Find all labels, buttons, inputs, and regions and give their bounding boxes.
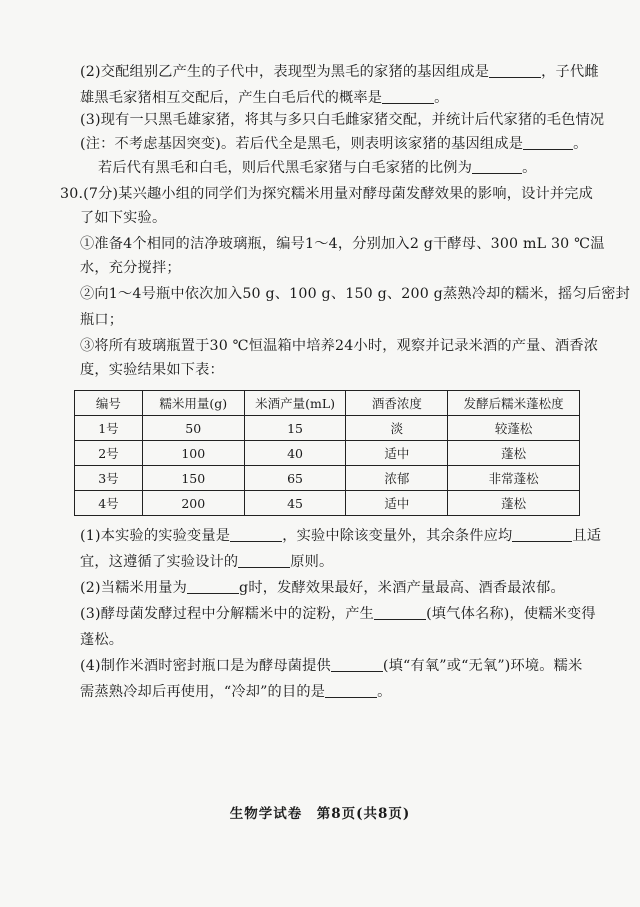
table-cell: 2号 bbox=[75, 441, 143, 466]
answer-blank[interactable] bbox=[230, 527, 282, 542]
table-row bbox=[75, 466, 580, 491]
q3-line-3: 若后代有黑毛和白毛，则后代黑毛家猪与白毛家猪的比例为 。 bbox=[98, 160, 537, 176]
answer-blank[interactable] bbox=[382, 89, 434, 104]
table-cell: 较蓬松 bbox=[448, 416, 580, 441]
table-cell: 适中 bbox=[346, 441, 448, 466]
step2-line-1: ②向1～4号瓶中依次加入50 g、100 g、150 g、200 g蒸熟冷却的糯米，摇匀后密封 bbox=[80, 286, 630, 302]
table-cell: 3号 bbox=[75, 466, 143, 491]
answer-blank[interactable] bbox=[489, 63, 541, 78]
table-cell: 4号 bbox=[75, 491, 143, 516]
table-cell: 40 bbox=[244, 441, 346, 466]
table-header-row bbox=[75, 391, 580, 416]
table-header-cell: 发酵后糯米蓬松度 bbox=[448, 391, 580, 416]
table-cell: 45 bbox=[244, 491, 346, 516]
q3-line-2: (注：不考虑基因突变)。若后代全是黑毛，则表明该家猪的基因组成是 。 bbox=[80, 136, 588, 152]
table-cell: 100 bbox=[142, 441, 244, 466]
answer-blank[interactable] bbox=[238, 553, 290, 568]
table-row bbox=[75, 416, 580, 441]
table-row bbox=[75, 491, 580, 516]
sub1-line-2: 宜，这遵循了实验设计的 原则。 bbox=[80, 554, 334, 570]
table-cell: 1号 bbox=[75, 416, 143, 441]
sub4-line-1: (4)制作米酒时密封瓶口是为酵母菌提供 (填“有氧”或“无氧”)环境。糯米 bbox=[80, 658, 583, 674]
table-cell: 150 bbox=[142, 466, 244, 491]
q2-line-1: (2)交配组别乙产生的子代中，表现型为黑毛的家猪的基因组成是 ，子代雌 bbox=[80, 64, 599, 80]
answer-blank[interactable] bbox=[374, 605, 426, 620]
table-cell: 浓郁 bbox=[346, 466, 448, 491]
q30-line-2: 了如下实验。 bbox=[80, 210, 167, 226]
sub2-line-1: (2)当糯米用量为 g时，发酵效果最好，米酒产量最高、酒香最浓郁。 bbox=[80, 580, 565, 596]
step3-line-1: ③将所有玻璃瓶置于30 ℃恒温箱中培养24小时，观察并记录米酒的产量、酒香浓 bbox=[80, 338, 599, 354]
q3-line-1: (3)现有一只黑毛雄家猪，将其与多只白毛雌家猪交配，并统计后代家猪的毛色情况 bbox=[80, 112, 605, 128]
table-cell: 200 bbox=[142, 491, 244, 516]
table-cell: 蓬松 bbox=[448, 491, 580, 516]
table-header-cell: 酒香浓度 bbox=[346, 391, 448, 416]
answer-blank[interactable] bbox=[472, 159, 522, 174]
sub4-line-2: 需蒸熟冷却后再使用，“冷却”的目的是 。 bbox=[80, 684, 392, 700]
table-cell: 50 bbox=[142, 416, 244, 441]
page-footer: 生物学试卷 第8页(共8页) bbox=[229, 806, 411, 822]
q30-line-1: 30.(7分)某兴趣小组的同学们为探究糯米用量对酵母菌发酵效果的影响，设计并完成 bbox=[60, 186, 594, 202]
table-cell: 蓬松 bbox=[448, 441, 580, 466]
step3-line-2: 度，实验结果如下表： bbox=[80, 362, 224, 378]
table-header-cell: 糯米用量(g) bbox=[142, 391, 244, 416]
sub3-line-2: 蓬松。 bbox=[80, 632, 124, 648]
table-cell: 适中 bbox=[346, 491, 448, 516]
table-cell: 15 bbox=[244, 416, 346, 441]
step1-line-2: 水，充分搅拌； bbox=[80, 260, 181, 276]
sub3-line-1: (3)酵母菌发酵过程中分解糯米中的淀粉，产生 (填气体名称)，使糯米变得 bbox=[80, 606, 596, 622]
answer-blank[interactable] bbox=[331, 657, 383, 672]
table-cell: 非常蓬松 bbox=[448, 466, 580, 491]
step1-line-1: ①准备4个相同的洁净玻璃瓶，编号1～4，分别加入2 g干酵母、300 mL 30 ℃温 bbox=[80, 236, 605, 252]
q2-line-2: 雄黑毛家猪相互交配后，产生白毛后代的概率是 。 bbox=[80, 90, 449, 106]
answer-blank[interactable] bbox=[512, 527, 572, 542]
results-table bbox=[74, 390, 580, 516]
answer-blank[interactable] bbox=[325, 683, 377, 698]
answer-blank[interactable] bbox=[187, 579, 239, 594]
table-cell: 65 bbox=[244, 466, 346, 491]
table-cell: 淡 bbox=[346, 416, 448, 441]
answer-blank[interactable] bbox=[523, 135, 573, 150]
sub1-line-1: (1)本实验的实验变量是 ，实验中除该变量外，其余条件应均 且适 bbox=[80, 528, 602, 544]
table-header-cell: 编号 bbox=[75, 391, 143, 416]
step2-line-2: 瓶口； bbox=[80, 312, 124, 328]
table-row bbox=[75, 441, 580, 466]
table-header-cell: 米酒产量(mL) bbox=[244, 391, 346, 416]
